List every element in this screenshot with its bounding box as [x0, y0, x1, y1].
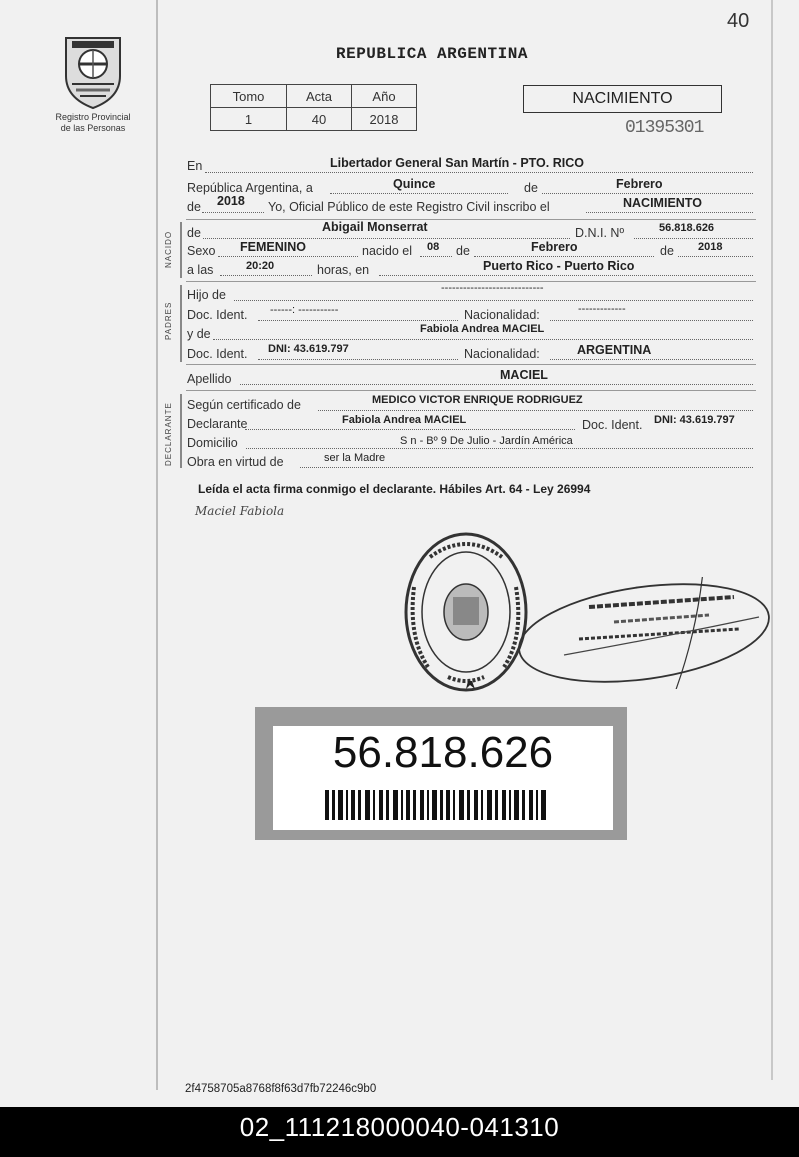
hora-value: 20:20 [246, 260, 275, 272]
record-type-box: NACIMIENTO [523, 85, 722, 113]
tomo-header: Tomo [211, 85, 287, 108]
dni-label: D.N.I. Nº [575, 226, 625, 240]
left-margin-line [156, 0, 158, 1090]
apellido-value: MACIEL [500, 368, 548, 382]
madre-nac-value: ARGENTINA [577, 343, 652, 357]
dotted-line [586, 212, 753, 213]
barcode-number: 56.818.626 [332, 728, 554, 777]
declarante-section-bar [180, 394, 182, 468]
en-label: En [187, 159, 203, 173]
nacido-mes-value: Febrero [531, 240, 578, 254]
dia-value: Quince [393, 177, 436, 191]
dotted-line [205, 172, 753, 173]
dotted-line [550, 359, 753, 360]
apellido-label: Apellido [187, 372, 232, 386]
obra-label: Obra en virtud de [187, 455, 284, 469]
registry-header-row [211, 85, 417, 108]
padre-doc-label: Doc. Ident. [187, 308, 248, 322]
dotted-line [542, 193, 753, 194]
padre-nac-value: ------------- [578, 303, 626, 315]
madre-value: Fabiola Andrea MACIEL [420, 323, 545, 335]
section-separator [186, 364, 756, 365]
page-number: 40 [727, 10, 750, 32]
right-margin-line [771, 0, 773, 1080]
de-label: de [456, 244, 470, 258]
nacido-el-label: nacido el [362, 244, 413, 258]
logo-caption [40, 112, 146, 134]
dotted-line [245, 429, 575, 430]
certificado-label: Según certificado de [187, 398, 301, 412]
document-hash: 2f4758705a8768f8f63d7fb72246c9b0 [185, 1083, 377, 1095]
certificado-value: MEDICO VICTOR ENRIQUE RODRIGUEZ [372, 394, 583, 406]
yde-label: y de [187, 327, 211, 341]
footer-file-id: 02_111218000040-041310 [239, 1112, 560, 1142]
oval-signature-stamp-icon [514, 577, 774, 689]
dotted-line [220, 275, 312, 276]
padre-doc-value: ------: ----------- [270, 304, 339, 316]
nacido-lugar-value: Puerto Rico - Puerto Rico [483, 259, 635, 273]
anio-value: 2018 [217, 194, 245, 208]
declarante-doc-label: Doc. Ident. [582, 418, 643, 432]
tomo-value: 1 [211, 108, 287, 131]
domicilio-value: S n - Bº 9 De Julio - Jardín América [400, 435, 573, 447]
tipo-inscripcion-value: NACIMIENTO [623, 196, 702, 210]
anio-header: Año [352, 85, 417, 108]
padres-section-bar [180, 285, 182, 362]
dotted-line [258, 359, 458, 360]
acta-header: Acta [287, 85, 352, 108]
leida-statement: Leída el acta firma conmigo el declarante. Hábiles Art. 64 - Ley 26994 [198, 482, 591, 496]
sexo-value: FEMENINO [240, 240, 306, 254]
anio-value: 2018 [352, 108, 417, 131]
horas-label: horas, en [317, 263, 370, 277]
nacido-anio-value: 2018 [698, 241, 723, 253]
logo-caption-line2: de las Personas [60, 123, 126, 133]
dotted-line [550, 320, 753, 321]
acta-value: 40 [287, 108, 352, 131]
dotted-line [379, 275, 753, 276]
nacido-dni-value: 56.818.626 [659, 222, 715, 234]
declarante-section-label: DECLARANTE [164, 402, 173, 466]
nacido-dia-value: 08 [427, 241, 440, 253]
nacido-section-bar [180, 222, 182, 278]
dotted-line [213, 339, 753, 340]
madre-nac-label: Nacionalidad: [464, 347, 540, 361]
oficial-text: Yo, Oficial Público de este Registro Civil inscribo el [268, 200, 550, 214]
declarante-doc-value: DNI: 43.619.797 [654, 414, 735, 426]
mes-value: Febrero [616, 177, 663, 191]
hijo-de-label: Hijo de [187, 288, 226, 302]
nacido-nombre-value: Abigail Monserrat [322, 220, 428, 234]
dotted-line [634, 238, 753, 239]
registry-table [210, 84, 417, 131]
dotted-line [474, 256, 654, 257]
dotted-line [234, 300, 753, 301]
nacido-de-label: de [187, 226, 201, 240]
registry-logo-icon [58, 32, 128, 110]
serial-number: 01395301 [625, 118, 704, 138]
de-label: de [524, 181, 538, 195]
obra-value: ser la Madre [324, 452, 386, 464]
lugar-value: Libertador General San Martín - PTO. RICO [330, 156, 584, 170]
section-separator [186, 219, 756, 220]
registry-value-row [211, 108, 417, 131]
republica-label: República Argentina, a [187, 181, 313, 195]
alas-label: a las [187, 263, 214, 277]
dotted-line [246, 448, 753, 449]
madre-doc-value: DNI: 43.619.797 [268, 343, 349, 355]
declarante-label: Declarante [187, 417, 248, 431]
dotted-line [218, 256, 358, 257]
dotted-line [203, 238, 570, 239]
dotted-line [330, 193, 508, 194]
logo-caption-line1: Registro Provincial [55, 112, 131, 122]
dotted-line [300, 467, 753, 468]
dotted-line [258, 320, 458, 321]
declarant-signature: Maciel Fabiola [195, 504, 285, 518]
dotted-line [202, 212, 264, 213]
dotted-line [420, 256, 452, 257]
padre-nac-label: Nacionalidad: [464, 308, 540, 322]
document-title: REPUBLICA ARGENTINA [336, 45, 528, 63]
padres-section-label: PADRES [164, 301, 173, 340]
dotted-line [678, 256, 753, 257]
padre-value: ---------------------------- [441, 282, 544, 294]
de-label: de [660, 244, 674, 258]
madre-doc-label: Doc. Ident. [187, 347, 248, 361]
anio-label: de [187, 200, 201, 214]
dotted-line [318, 410, 753, 411]
barcode-icon [325, 790, 550, 820]
sexo-label: Sexo [187, 244, 216, 258]
dotted-line [240, 384, 753, 385]
declarante-nombre-value: Fabiola Andrea MACIEL [342, 414, 467, 426]
domicilio-label: Domicilio [187, 436, 238, 450]
section-separator [186, 390, 756, 391]
nacido-section-label: NACIDO [164, 230, 173, 268]
